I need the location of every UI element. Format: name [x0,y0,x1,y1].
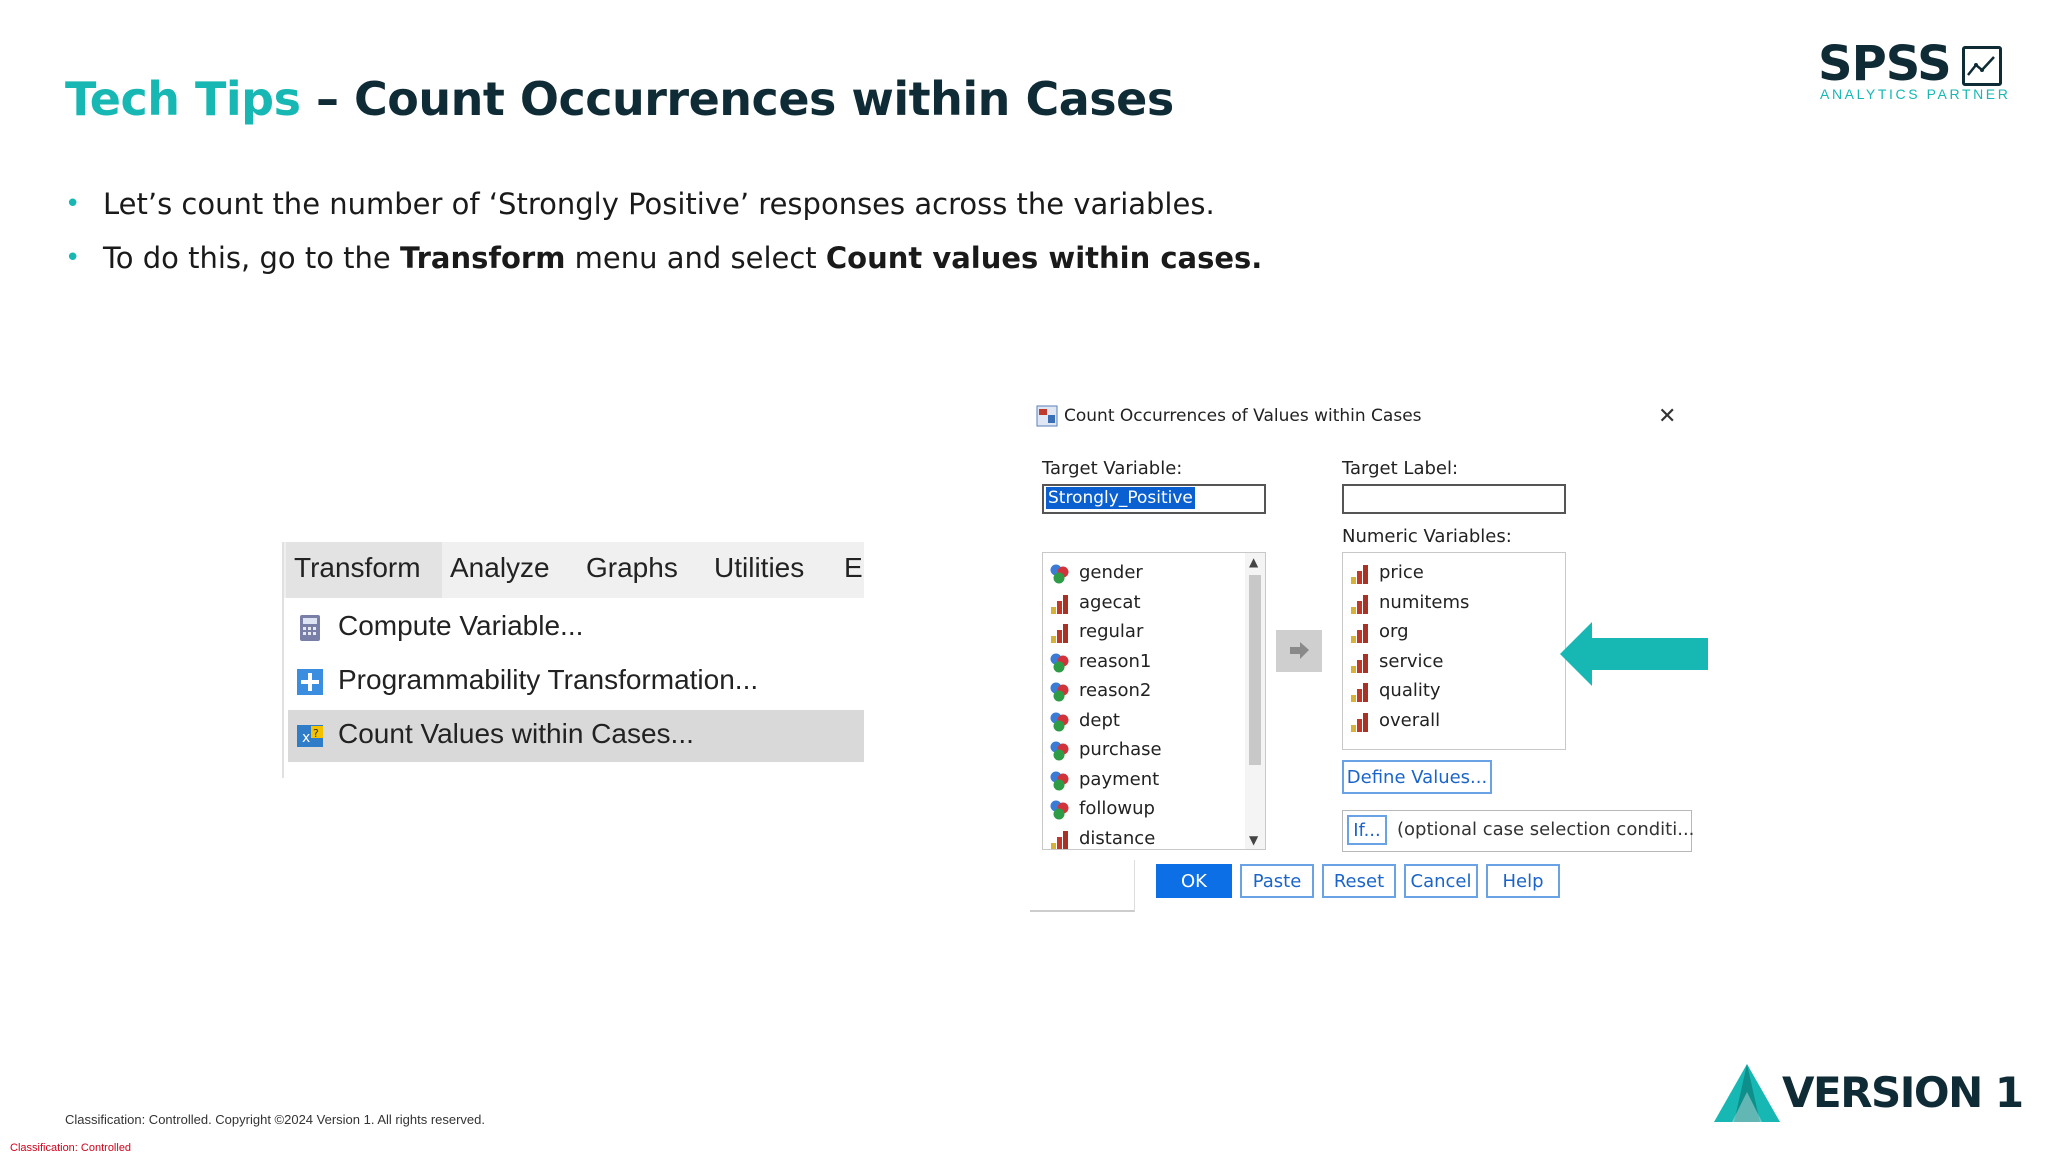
variable-name: overall [1379,709,1441,731]
scale-variable-icon [1049,829,1071,851]
menu-item-label: Programmability Transformation... [338,664,759,695]
title-main: – Count Occurrences within Cases [300,72,1174,126]
pointer-arrow-icon [1560,622,1708,686]
spss-analytics-partner-logo [1818,36,2011,104]
target-variable-field[interactable] [1042,484,1266,514]
variable-name: reason2 [1079,680,1152,701]
menu-item-label: Compute Variable... [338,610,584,641]
menu-item-count-values-within-cases[interactable] [288,710,864,762]
dialog-title: Count Occurrences of Values within Cases [1064,406,1422,426]
count-values-icon [296,722,324,750]
scale-variable-icon [1049,622,1071,644]
version1-logo-word: VERSION 1 [1782,1068,2023,1117]
scale-variable-icon [1349,563,1371,585]
numeric-variable-list[interactable] [1342,552,1566,750]
menu-analyze[interactable]: Analyze [450,552,550,583]
menu-item-programmability-transformation[interactable] [288,656,864,708]
dialog-footer-divider [1030,860,1135,912]
nominal-variable-icon [1049,652,1071,674]
footer-copyright: Classification: Controlled. Copyright ©2024 Version 1. All rights reserved. [65,1112,486,1127]
variable-name: payment [1079,768,1160,790]
nominal-variable-icon [1049,681,1071,703]
nominal-variable-icon [1049,770,1071,792]
move-variable-button[interactable] [1276,630,1322,672]
paste-button[interactable]: Paste [1240,864,1314,898]
if-condition-text: (optional case selection conditi... [1397,819,1695,840]
scale-variable-icon [1349,681,1371,703]
version1-triangle-icon [1712,1062,1782,1124]
scale-variable-icon [1349,652,1371,674]
nominal-variable-icon [1049,740,1071,762]
source-variable-list[interactable] [1042,552,1266,850]
list-scrollbar[interactable] [1245,553,1265,849]
cancel-button[interactable]: Cancel [1404,864,1478,898]
ok-button[interactable]: OK [1156,864,1232,898]
scroll-up-icon[interactable]: ▲ [1249,555,1259,569]
scroll-down-icon[interactable]: ▼ [1249,833,1259,847]
bullet-dot-icon: • [65,243,81,273]
title-accent: Tech Tips [65,72,301,126]
nominal-variable-icon [1049,711,1071,733]
bullet-dot-icon: • [65,189,81,219]
variable-name: distance [1079,827,1156,849]
target-variable-value: Strongly_Positive [1048,488,1193,508]
bullet-bold-count: Count values within cases. [825,241,1263,275]
dialog-app-icon [1036,405,1058,427]
menu-item-compute-variable[interactable] [288,602,864,654]
scale-variable-icon [1349,593,1371,615]
variable-name: followup [1079,798,1155,819]
target-variable-label: Target Variable: [1042,458,1183,479]
bullet-item [65,184,1262,238]
calculator-icon [296,614,324,642]
variable-name: purchase [1079,739,1162,760]
variable-name: agecat [1079,591,1141,613]
nominal-variable-icon [1049,563,1071,585]
target-label-field[interactable] [1342,484,1566,514]
if-condition-row [1342,810,1695,852]
bullet-bold-transform: Transform [399,241,566,275]
version1-logo [1712,1062,2023,1126]
transform-menu-screenshot [282,542,864,778]
bullet-text-mid: menu and select [565,241,826,275]
scale-variable-icon [1349,622,1371,644]
plus-icon [296,668,324,696]
numeric-variables-label: Numeric Variables: [1342,526,1512,547]
spss-logo-subtitle: ANALYTICS PARTNER [1820,86,2011,102]
svg-text:?: ? [313,727,319,740]
variable-name: numitems [1379,591,1470,613]
variable-name: service [1379,650,1444,672]
chart-icon [1962,46,2002,86]
menu-item-label: Count Values within Cases... [338,718,694,749]
menu-utilities[interactable]: Utilities [714,552,805,583]
slide-title [65,72,1174,126]
scroll-thumb[interactable] [1249,575,1261,765]
menu-graphs[interactable]: Graphs [586,552,678,583]
variable-name: org [1379,621,1409,642]
spss-logo-word: SPSS [1818,36,1951,92]
menu-extensions[interactable]: E [844,552,863,583]
if-button[interactable]: If... [1347,815,1387,845]
bullet-list [65,184,1262,292]
variable-name: quality [1379,680,1441,701]
move-arrow-icon [1276,630,1322,672]
close-icon[interactable]: ✕ [1658,404,1677,429]
variable-name: price [1379,562,1424,583]
variable-name: dept [1079,709,1120,731]
variable-name: gender [1079,562,1143,583]
target-label-label: Target Label: [1342,458,1459,479]
svg-text:x: x [302,730,311,746]
footer-classification: Classification: Controlled [10,1142,132,1154]
reset-button[interactable]: Reset [1322,864,1396,898]
nominal-variable-icon [1049,799,1071,821]
variable-name: reason1 [1079,650,1152,672]
scale-variable-icon [1349,711,1371,733]
bullet-text: Let’s count the number of ‘Strongly Positive’ responses across the variables. [103,187,1215,221]
variable-name: regular [1079,621,1144,642]
bullet-item [65,238,1262,292]
help-button[interactable]: Help [1486,864,1560,898]
menu-transform[interactable]: Transform [294,552,421,583]
scale-variable-icon [1049,593,1071,615]
define-values-button[interactable]: Define Values... [1342,760,1492,794]
menu-bar [284,542,864,598]
bullet-text-pre: To do this, go to the [103,241,400,275]
